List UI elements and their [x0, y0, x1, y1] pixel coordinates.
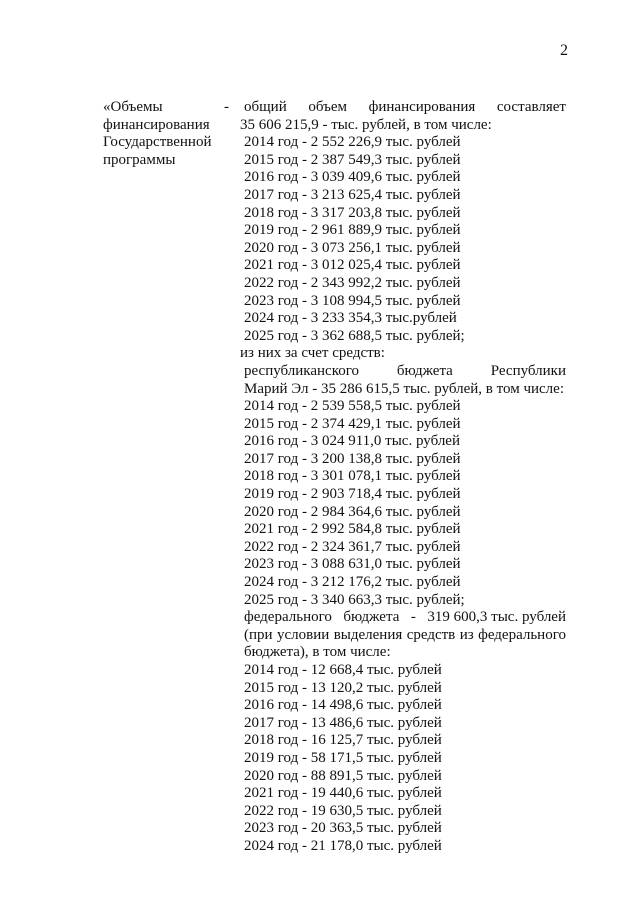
federal-years-list: [244, 662, 566, 856]
federal-year-item: 2015 год - 13 120,2 тыс. рублей: [244, 679, 442, 696]
republic-word: республиканского: [244, 362, 359, 379]
heading-line: Государственной: [103, 134, 212, 151]
total-year-item: 2020 год - 3 073 256,1 тыс. рублей: [244, 239, 461, 256]
intro-word: объем: [308, 99, 348, 115]
total-years-list: [244, 134, 566, 345]
page-number: 2: [560, 42, 568, 59]
total-year-item: 2021 год - 3 012 025,4 тыс. рублей: [244, 257, 461, 274]
total-year-item: 2023 год - 3 108 994,5 тыс. рублей: [244, 292, 461, 309]
republic-year-item: 2025 год - 3 340 663,3 тыс. рублей;: [244, 591, 465, 608]
republic-year-item: 2022 год - 2 324 361,7 тыс. рублей: [244, 538, 461, 555]
republic-year-item: 2014 год - 2 539 558,5 тыс. рублей: [244, 398, 461, 415]
intro-word: общий: [244, 99, 287, 115]
republic-year-item: 2019 год - 2 903 718,4 тыс. рублей: [244, 486, 461, 503]
republic-year-item: 2023 год - 3 088 631,0 тыс. рублей: [244, 556, 461, 573]
total-year-item: 2014 год - 2 552 226,9 тыс. рублей: [244, 134, 461, 151]
total-year-item: 2025 год - 3 362 688,5 тыс. рублей;: [244, 327, 465, 344]
federal-word: федерального: [244, 609, 332, 626]
intro-word: финансирования: [368, 99, 476, 115]
total-year-item: 2017 год - 3 213 625,4 тыс. рублей: [244, 186, 461, 203]
federal-year-item: 2017 год - 13 486,6 тыс. рублей: [244, 714, 442, 731]
federal-budget-line: [244, 609, 566, 627]
federal-year-item: 2018 год - 16 125,7 тыс. рублей: [244, 732, 442, 749]
of-which-line: из них за счет средств:: [240, 345, 385, 362]
republic-year-item: 2017 год - 3 200 138,8 тыс. рублей: [244, 450, 461, 467]
federal-condition-word: федерального: [478, 626, 566, 643]
total-year-item: 2019 год - 2 961 889,9 тыс. рублей: [244, 222, 461, 239]
federal-year-item: 2020 год - 88 891,5 тыс. рублей: [244, 767, 442, 784]
heading-line: программы: [103, 151, 176, 168]
republic-year-item: 2021 год - 2 992 584,8 тыс. рублей: [244, 521, 461, 538]
federal-condition-line: [244, 627, 566, 645]
federal-condition-word: (при: [244, 626, 273, 643]
federal-year-item: 2019 год - 58 171,5 тыс. рублей: [244, 749, 442, 766]
federal-year-item: 2024 год - 21 178,0 тыс. рублей: [244, 837, 442, 854]
total-year-item: 2022 год - 2 343 992,2 тыс. рублей: [244, 274, 461, 291]
section-heading: [103, 99, 233, 169]
republic-amount-line: Марий Эл - 35 286 615,5 тыс. рублей, в том числе:: [244, 380, 564, 397]
heading-dash: -: [224, 99, 229, 115]
total-year-item: 2016 год - 3 039 409,6 тыс. рублей: [244, 169, 461, 186]
republic-year-item: 2020 год - 2 984 364,6 тыс. рублей: [244, 503, 461, 520]
federal-condition-word: из: [459, 626, 474, 643]
republic-word: Республики: [490, 362, 566, 379]
republic-word: бюджета: [396, 362, 453, 379]
federal-year-item: 2022 год - 19 630,5 тыс. рублей: [244, 802, 442, 819]
federal-year-item: 2021 год - 19 440,6 тыс. рублей: [244, 785, 442, 802]
heading-line: финансирования: [103, 116, 210, 133]
republic-year-item: 2016 год - 3 024 911,0 тыс. рублей: [244, 433, 460, 450]
intro-line: [244, 99, 566, 117]
intro-word: составляет: [496, 99, 566, 115]
federal-word: бюджета: [343, 609, 400, 626]
federal-condition-word: средств: [406, 626, 456, 643]
federal-condition-word: условии: [277, 626, 330, 643]
republic-year-item: 2018 год - 3 301 078,1 тыс. рублей: [244, 468, 461, 485]
republic-year-item: 2024 год - 3 212 176,2 тыс. рублей: [244, 574, 461, 591]
financing-details: [240, 99, 566, 856]
republic-years-list: [244, 398, 566, 609]
federal-including-line: бюджета), в том числе:: [244, 644, 391, 661]
heading-line: «Объемы: [103, 99, 163, 115]
total-amount-line: 35 606 215,9 - тыс. рублей, в том числе:: [240, 116, 492, 133]
federal-word: 319 600,3 тыс. рублей: [427, 609, 566, 626]
federal-year-item: 2023 год - 20 363,5 тыс. рублей: [244, 820, 442, 837]
republic-budget-line: [244, 363, 566, 381]
total-year-item: 2024 год - 3 233 354,3 тыс.рублей: [244, 310, 457, 327]
republic-year-item: 2015 год - 2 374 429,1 тыс. рублей: [244, 415, 461, 432]
federal-word: -: [410, 609, 416, 626]
total-year-item: 2018 год - 3 317 203,8 тыс. рублей: [244, 204, 461, 221]
federal-year-item: 2016 год - 14 498,6 тыс. рублей: [244, 697, 442, 714]
federal-year-item: 2014 год - 12 668,4 тыс. рублей: [244, 662, 442, 678]
federal-condition-word: выделения: [333, 626, 403, 643]
total-year-item: 2015 год - 2 387 549,3 тыс. рублей: [244, 151, 461, 168]
